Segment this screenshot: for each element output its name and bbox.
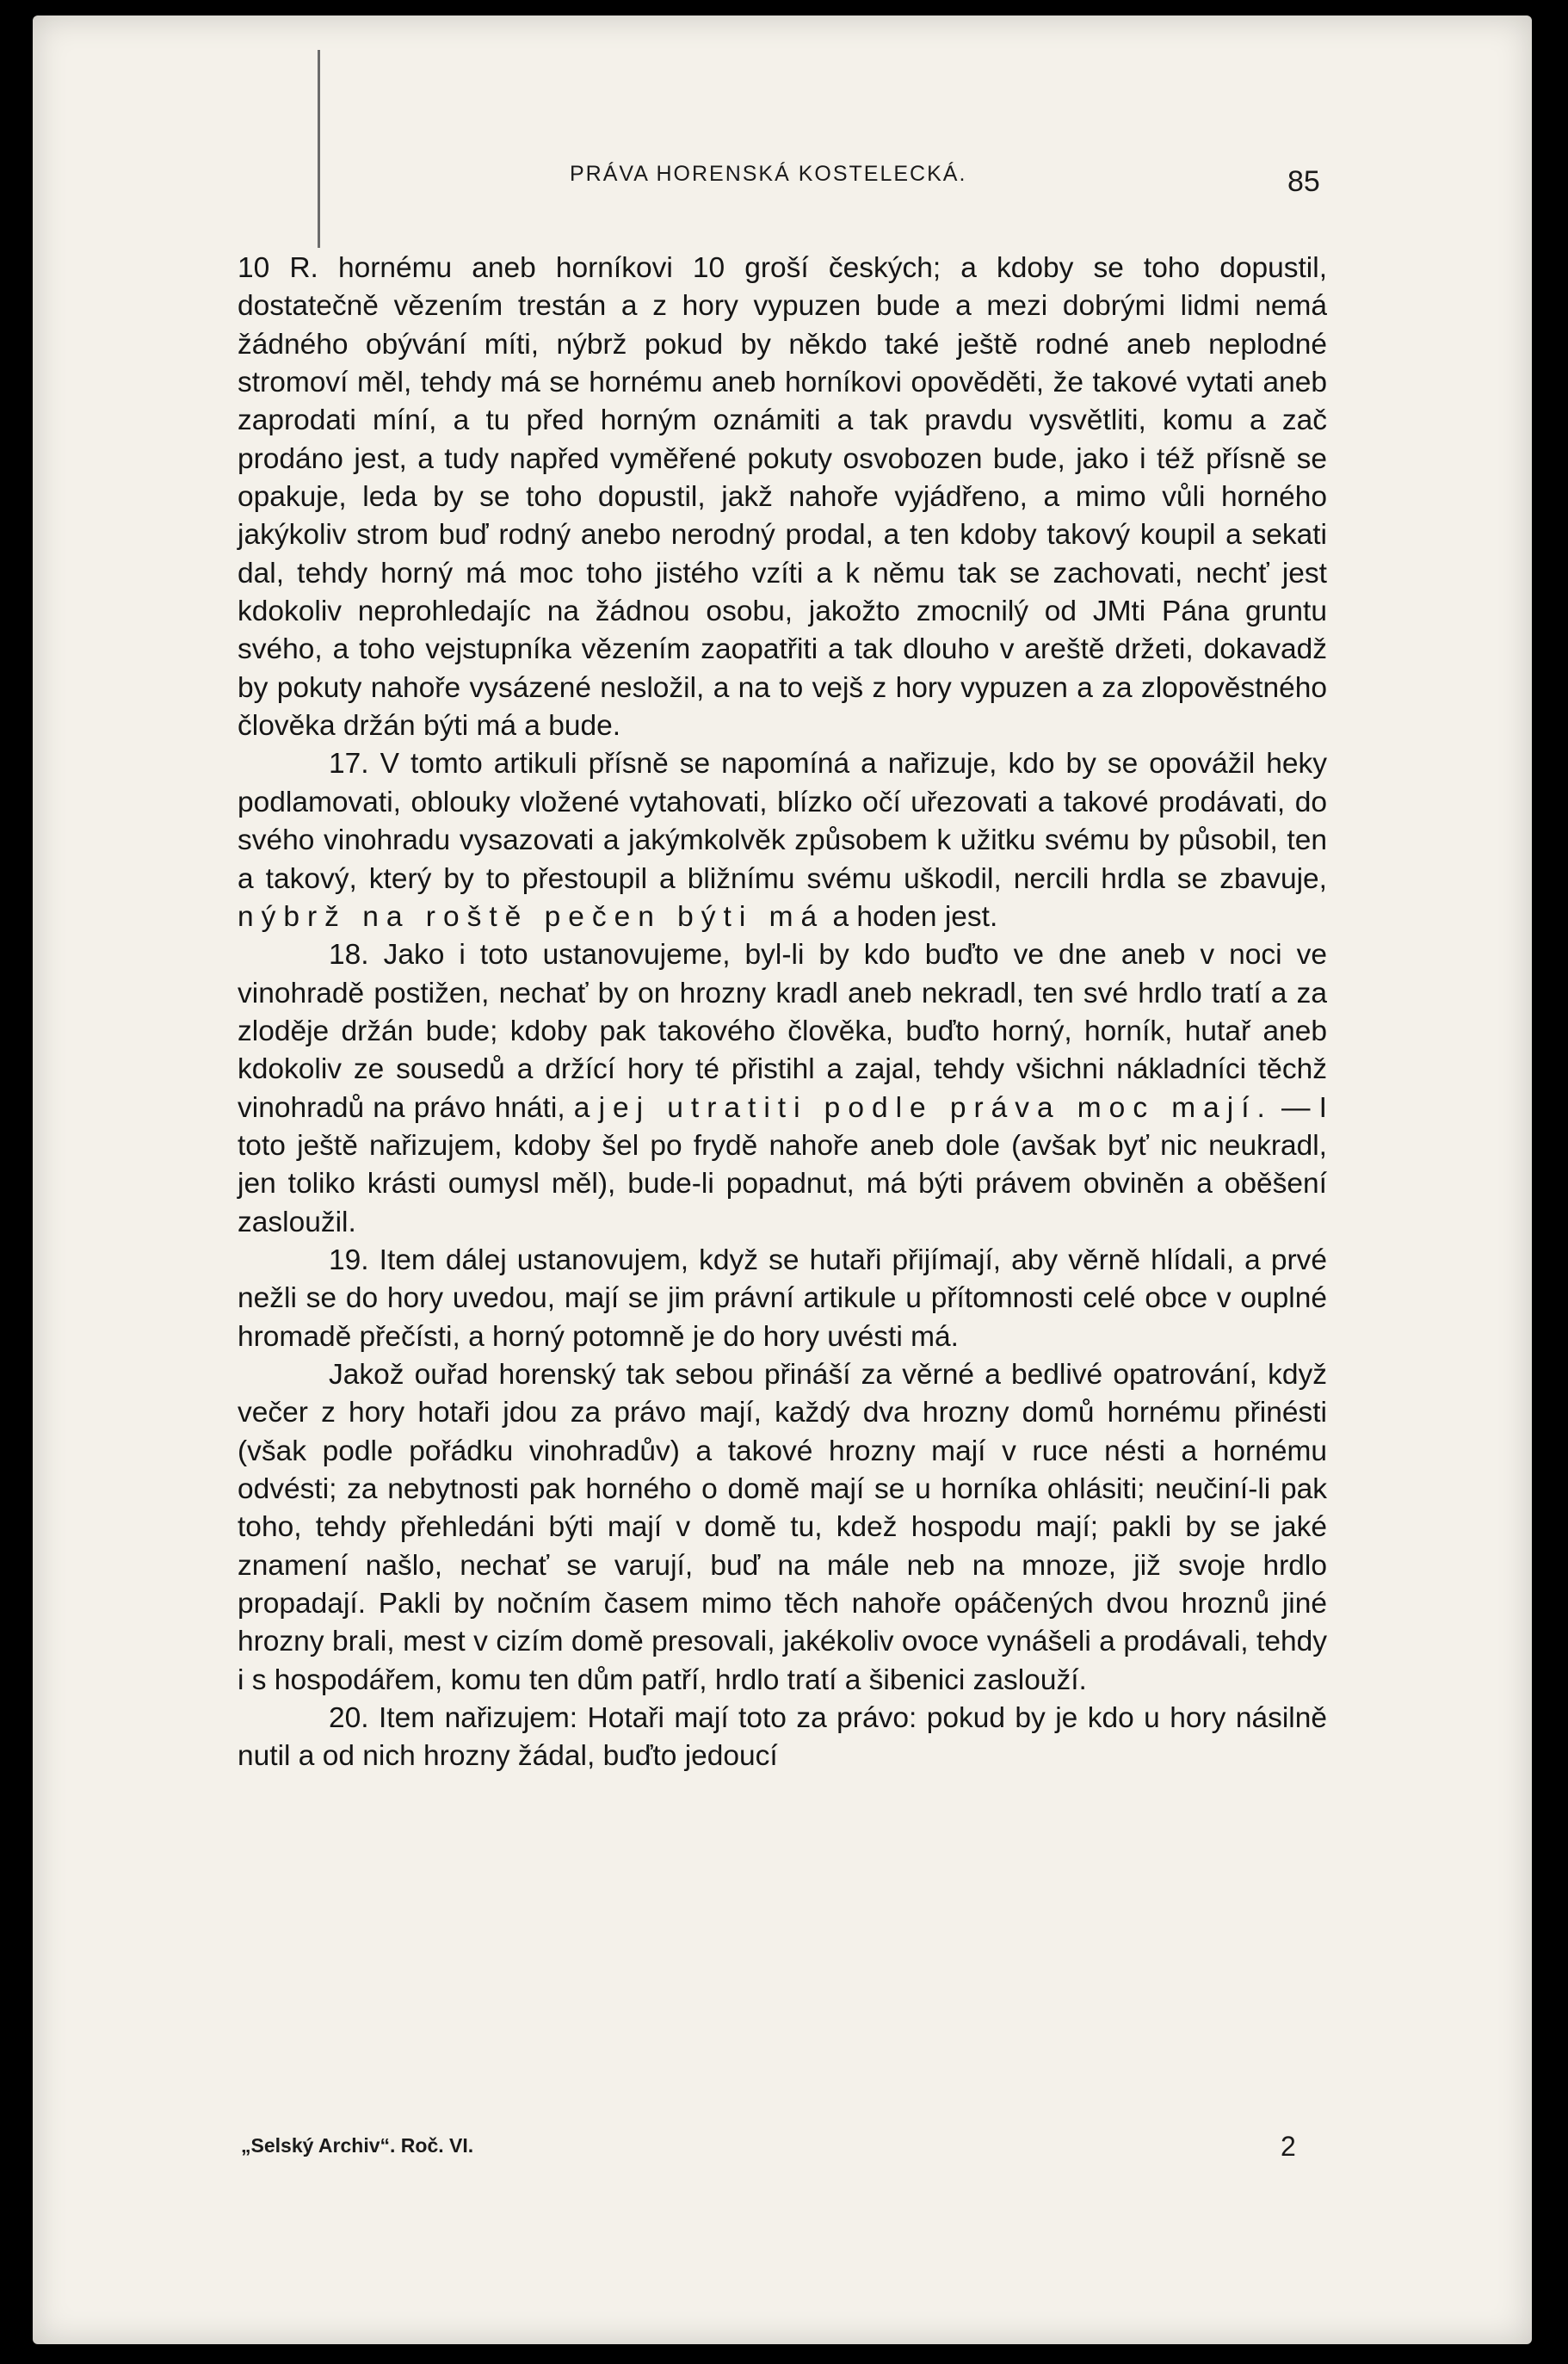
article-17 xyxy=(238,745,1327,936)
article-20: 20. Item nařizujem: Hotaři mají toto za právo: pokud by je kdo u hory násilně nutil a od nich hrozny žádal, buďto jedoucí xyxy=(238,1702,1327,1773)
binding-margin-line xyxy=(318,50,320,248)
running-title: PRÁVA HORENSKÁ KOSTELECKÁ. xyxy=(570,162,967,186)
article-17-emphasis: nýbrž na roště pečen býti má xyxy=(238,900,825,933)
page-number: 85 xyxy=(1287,165,1320,198)
running-header xyxy=(0,162,1568,196)
article-18 xyxy=(238,936,1327,1242)
page-footer xyxy=(0,2131,1568,2165)
signature-mark: 2 xyxy=(1281,2131,1296,2162)
paragraph-jakoz: Jakož ouřad horenský tak sebou přináší za věrné a bedlivé opatrování, když večer z hory hotaři jdou za právo mají, každý dva hrozny domů hornému přinésti (však podle pořádku vinohradův) a takové hrozny mají v ruce nésti a hornému odvésti; za nebytnosti pak horného o domě mají se u horníka ohlásiti; neučiní-li pak toho, tehdy přehledáni býti mají v domě tu, kdež hospodu mají; pakli by se jaké znamení našlo, nechať se varují, buď na mále neb na mnoze, již svoje hrdlo propadají. Pakli by nočním časem mimo těch nahoře opáčených dvou hroznů jiné hrozny brali, mest v cizím domě presovali, jakékoliv ovoce vynášeli a prodávali, tehdy i s hospodářem, komu ten dům patří, hrdlo tratí a šibenici zaslouží. xyxy=(238,1358,1327,1696)
article-17-text-end: a hoden jest. xyxy=(824,900,998,933)
paragraph-continuation: 10 R. hornému aneb horníkovi 10 groší českých; a kdoby se toho dopustil, dostatečně vězením trestán a z hory vypuzen bude a mezi dobrými lidmi nemá žádného obývání míti, nýbrž pokud by někdo také ještě rodné aneb neplodné stromoví měl, tehdy má se hornému aneb horníkovi opověděti, že takové vytati aneb zaprodati míní, a tu před horným oznámiti a tak pravdu vysvětliti, komu a zač prodáno jest, a tudy napřed vyměřené pokuty osvobozen bude, jako i též přísně se opakuje, leda by se toho dopustil, jakž nahoře vyjádřeno, a mimo vůli horného jakýkoliv strom buď rodný anebo nerodný prodal, a ten kdoby takový koupil a sekati dal, tehdy horný má moc toho jistého vzíti a k němu tak se zachovati, nechť jest kdokoliv neprohledajíc na žádnou osobu, jakožto zmocnilý od JMti Pána gruntu svého, a toho vejstupníka vězením zaopatřiti a tak dlouho v areště držeti, dokavadž by pokuty nahoře vysázené nesložil, a na to vejš z hory vypuzen a za zlopověstného člověka držán býti má a bude. xyxy=(238,252,1327,743)
article-18-text-end: — I toto ještě nařizujem, kdoby šel po frydě nahoře aneb dole (avšak byť nic neukradl, jen toliko krásti oumysl měl), bude-li popadnut, má býti právem obviněn a oběšení zasloužil. xyxy=(238,1091,1327,1238)
article-17-text-start: 17. V tomto artikuli přísně se napomíná a nařizuje, kdo by se opovážil heky podlamovati, oblouky vložené vytahovati, blízko očí uřezovati a takové prodávati, do svého vinohradu vysazovati a jakýmkolvěk způsobem k užitku svému by působil, ten a takový, který by to přestoupil a bližnímu svému uškodil, nercili hrdla se zbavuje, xyxy=(238,748,1327,895)
article-18-emphasis: jej utratiti podle práva moc mají. xyxy=(598,1091,1273,1124)
journal-footnote: „Selský Archiv“. Roč. VI. xyxy=(241,2134,474,2157)
article-19: 19. Item dálej ustanovujem, když se hutaři přijímají, aby věrně hlídali, a prvé nežli se do hory uvedou, mají se jim právní artikule u přítomnosti celé obce v ouplné hromadě přečísti, a horný potomně je do hory uvésti má. xyxy=(238,1244,1327,1353)
article-18-text-start: 18. Jako i toto ustanovujeme, byl-li by kdo buďto ve dne aneb v noci ve vinohradě postižen, nechať by on hrozny kradl aneb nekradl, ten své hrdlo tratí a za zloděje držán bude; kdoby pak takového člověka, buďto horný, horník, hutař aneb kdokoliv ze sousedů a držící hory té přistihl a zajal, tehdy všichni nákladníci těchž vinohradů na právo hnáti, a xyxy=(238,939,1327,1124)
main-text xyxy=(238,250,1327,1776)
